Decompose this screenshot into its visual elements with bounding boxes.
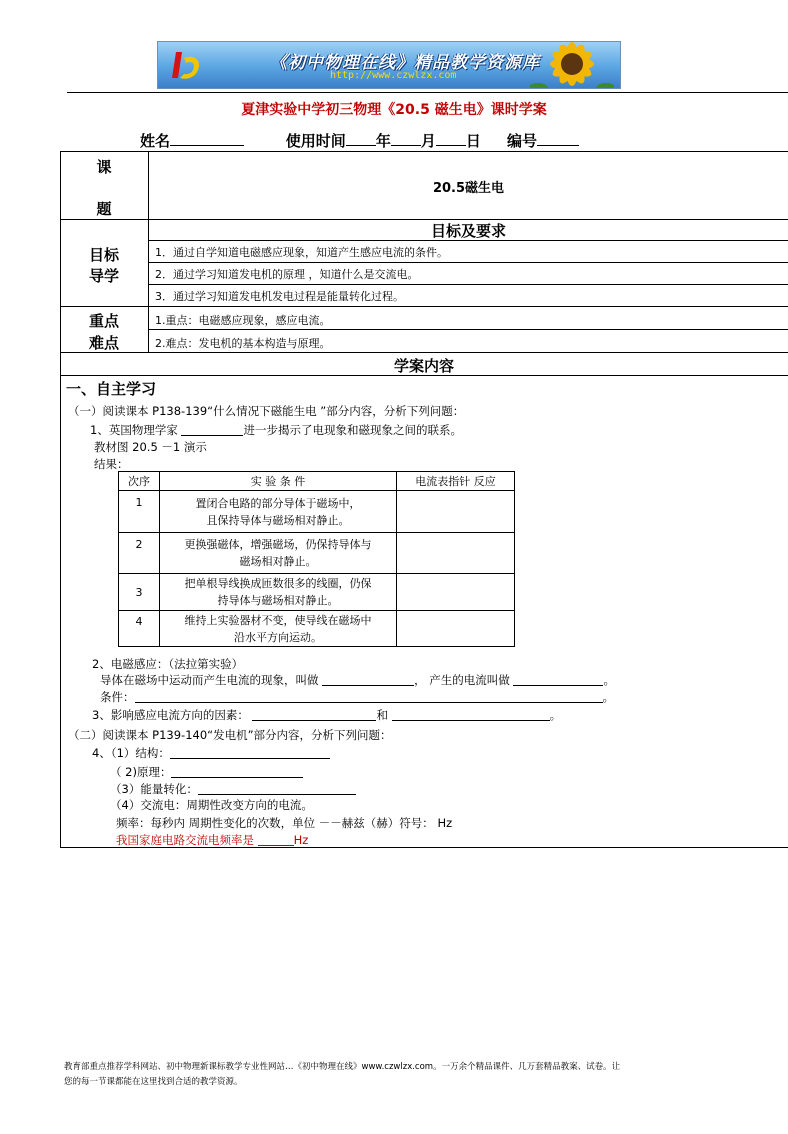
condition-line: 磁场相对静止。	[239, 555, 317, 568]
table-row	[119, 611, 515, 647]
row-number: 1	[119, 491, 160, 533]
response-cell[interactable]	[397, 574, 515, 611]
table-row	[119, 574, 515, 611]
row-number: 2	[119, 533, 160, 574]
year-label: 年	[375, 132, 391, 150]
phenomenon-blank[interactable]	[322, 673, 414, 686]
principle-label: （ 2)原理：	[110, 765, 172, 779]
period: 。	[602, 690, 614, 704]
part2-instruction: （二）阅读课本 P139-140“发电机”部分内容，分析下列问题：	[68, 728, 392, 742]
name-blank[interactable]	[170, 131, 244, 146]
physicist-blank[interactable]	[181, 423, 243, 436]
time-label: 使用时间	[285, 132, 346, 150]
hz-unit: Hz	[293, 833, 309, 847]
document-title: 夏津实验中学初三物理《20.5 磁生电》课时学案	[241, 102, 547, 118]
month-blank[interactable]	[391, 131, 421, 146]
table-header-row	[119, 472, 515, 491]
column-header: 电流表指针 反应	[397, 472, 515, 491]
principle-blank[interactable]	[171, 765, 303, 778]
key-label-top: 重点	[88, 312, 119, 330]
day-label: 日	[465, 132, 481, 150]
row-divider	[60, 352, 788, 353]
row-divider	[60, 306, 788, 307]
factor-blank-2[interactable]	[392, 708, 550, 721]
question-4-structure	[92, 745, 330, 761]
footer-line: 您的每一节课都能在这里找到合适的教学资源。	[64, 1077, 243, 1087]
content-header: 学案内容	[393, 357, 454, 375]
row-number: 4	[119, 611, 160, 647]
energy-label: （3）能量转化：	[110, 782, 198, 796]
q2-text-b: ， 产生的电流叫做	[414, 673, 510, 687]
condition-line: 置闭合电路的部分导体于磁场中，	[195, 496, 361, 510]
alternating-current-definition: （4）交流电：周期性改变方向的电流。	[110, 798, 313, 812]
period: 。	[603, 673, 615, 687]
q1-text-b: 进一步揭示了电现象和磁现象之间的联系。	[243, 423, 462, 437]
column-header: 实 验 条 件	[160, 472, 397, 491]
student-info-line	[140, 130, 579, 151]
and-text: 和	[376, 708, 388, 722]
question-4-energy	[110, 781, 356, 797]
result-label: 结果：	[94, 457, 129, 471]
condition-line: 把单根导线换成匝数很多的线圈，仍保	[184, 577, 372, 590]
figure-reference: 教材图 20.5 －1 演示	[94, 440, 207, 454]
question-2: 2、电磁感应：（法拉第实验）	[92, 657, 244, 671]
condition-line: 且保持导体与磁场相对静止。	[206, 513, 350, 527]
footer-line: 教育部重点推荐学科网站、初中物理新课标教学专业性网站…《初中物理在线》www.czwlzx.com。一万余个精品课件、几万套精品教案、试卷。让	[64, 1062, 621, 1072]
number-blank[interactable]	[537, 131, 579, 146]
footer	[64, 1060, 726, 1090]
goal-item: 2．通过学习知道发电机的原理 ，知道什么是交流电。	[155, 268, 419, 281]
key-point-item: 1.重点：电磁感应现象，感应电流。	[155, 314, 331, 327]
question-2-line	[100, 672, 615, 688]
home-frequency-question	[116, 832, 308, 848]
table-row	[119, 491, 515, 533]
question-4-principle	[110, 764, 303, 780]
current-name-blank[interactable]	[513, 673, 603, 686]
question-3	[92, 707, 561, 723]
condition-cell	[160, 533, 397, 574]
condition-cell	[160, 611, 397, 647]
q2-text-a: 导体在磁场中运动而产生电流的现象，叫做	[100, 673, 319, 687]
header-rule	[67, 92, 788, 93]
condition-cell	[160, 491, 397, 533]
section-heading: 一、自主学习	[66, 380, 157, 398]
q1-text-a: 1、英国物理学家	[90, 423, 178, 437]
goals-header: 目标及要求	[430, 222, 506, 240]
home-frequency-blank[interactable]	[258, 833, 294, 846]
topic-label-bottom: 题	[96, 200, 112, 218]
condition-cell	[160, 574, 397, 611]
home-frequency-text: 我国家庭电路交流电频率是	[116, 833, 258, 847]
topic-label-top: 课	[96, 158, 112, 176]
condition-line: 持导体与磁场相对静止。	[217, 594, 339, 607]
energy-blank[interactable]	[198, 782, 356, 795]
response-cell[interactable]	[397, 491, 515, 533]
response-cell[interactable]	[397, 611, 515, 647]
part1-instruction: （一）阅读课本 P138-139“什么情况下磁能生电 ”部分内容，分析下列问题：	[68, 404, 465, 418]
condition-line: 维持上实验器材不变，使导线在磁场中	[184, 613, 372, 627]
name-label: 姓名	[140, 132, 171, 150]
condition-label: 条件：	[100, 690, 135, 704]
question-1	[90, 422, 462, 438]
month-label: 月	[420, 132, 436, 150]
row-divider	[148, 284, 788, 285]
sunflower-image	[530, 41, 614, 89]
response-cell[interactable]	[397, 533, 515, 574]
condition-line: 沿水平方向运动。	[234, 630, 322, 644]
row-number: 3	[119, 574, 160, 611]
factor-blank-1[interactable]	[252, 708, 376, 721]
goal-item: 1．通过自学知道电磁感应现象，知道产生感应电流的条件。	[155, 246, 448, 259]
banner-url[interactable]: http://www.czwlzx.com	[330, 70, 457, 81]
table-row	[119, 533, 515, 574]
condition-blank[interactable]	[135, 690, 603, 703]
q3-text: 3、影响感应电流方向的因素：	[92, 708, 249, 722]
condition-line	[100, 689, 614, 705]
structure-label: 4、（1）结构：	[92, 746, 170, 760]
goals-label-bottom: 导学	[88, 267, 119, 285]
structure-blank[interactable]	[170, 746, 330, 759]
period: 。	[549, 708, 562, 722]
goal-item: 3．通过学习知道发电机发电过程是能量转化过程。	[155, 290, 404, 303]
day-blank[interactable]	[436, 131, 466, 146]
header-banner	[157, 41, 621, 89]
topic-value: 20.5磁生电	[432, 181, 505, 196]
key-label-bottom: 难点	[88, 334, 119, 352]
experiment-table	[118, 471, 515, 647]
banner-title: 《初中物理在线》精品教学资源库	[270, 53, 540, 73]
logo-icon	[168, 48, 208, 84]
frame-top-border	[60, 151, 788, 152]
goals-label-top: 目标	[88, 246, 119, 264]
condition-line: 更换强磁体，增强磁场，仍保持导体与	[184, 538, 372, 551]
year-blank[interactable]	[346, 131, 376, 146]
key-point-item: 2.难点：发电机的基本构造与原理。	[155, 337, 331, 350]
row-divider	[148, 262, 788, 263]
number-label: 编号	[506, 132, 537, 150]
frequency-definition: 频率：每秒内 周期性变化的次数，单位 －－赫兹（赫）符号： Hz	[116, 816, 453, 830]
row-divider	[148, 329, 788, 330]
column-header: 次序	[119, 472, 160, 491]
